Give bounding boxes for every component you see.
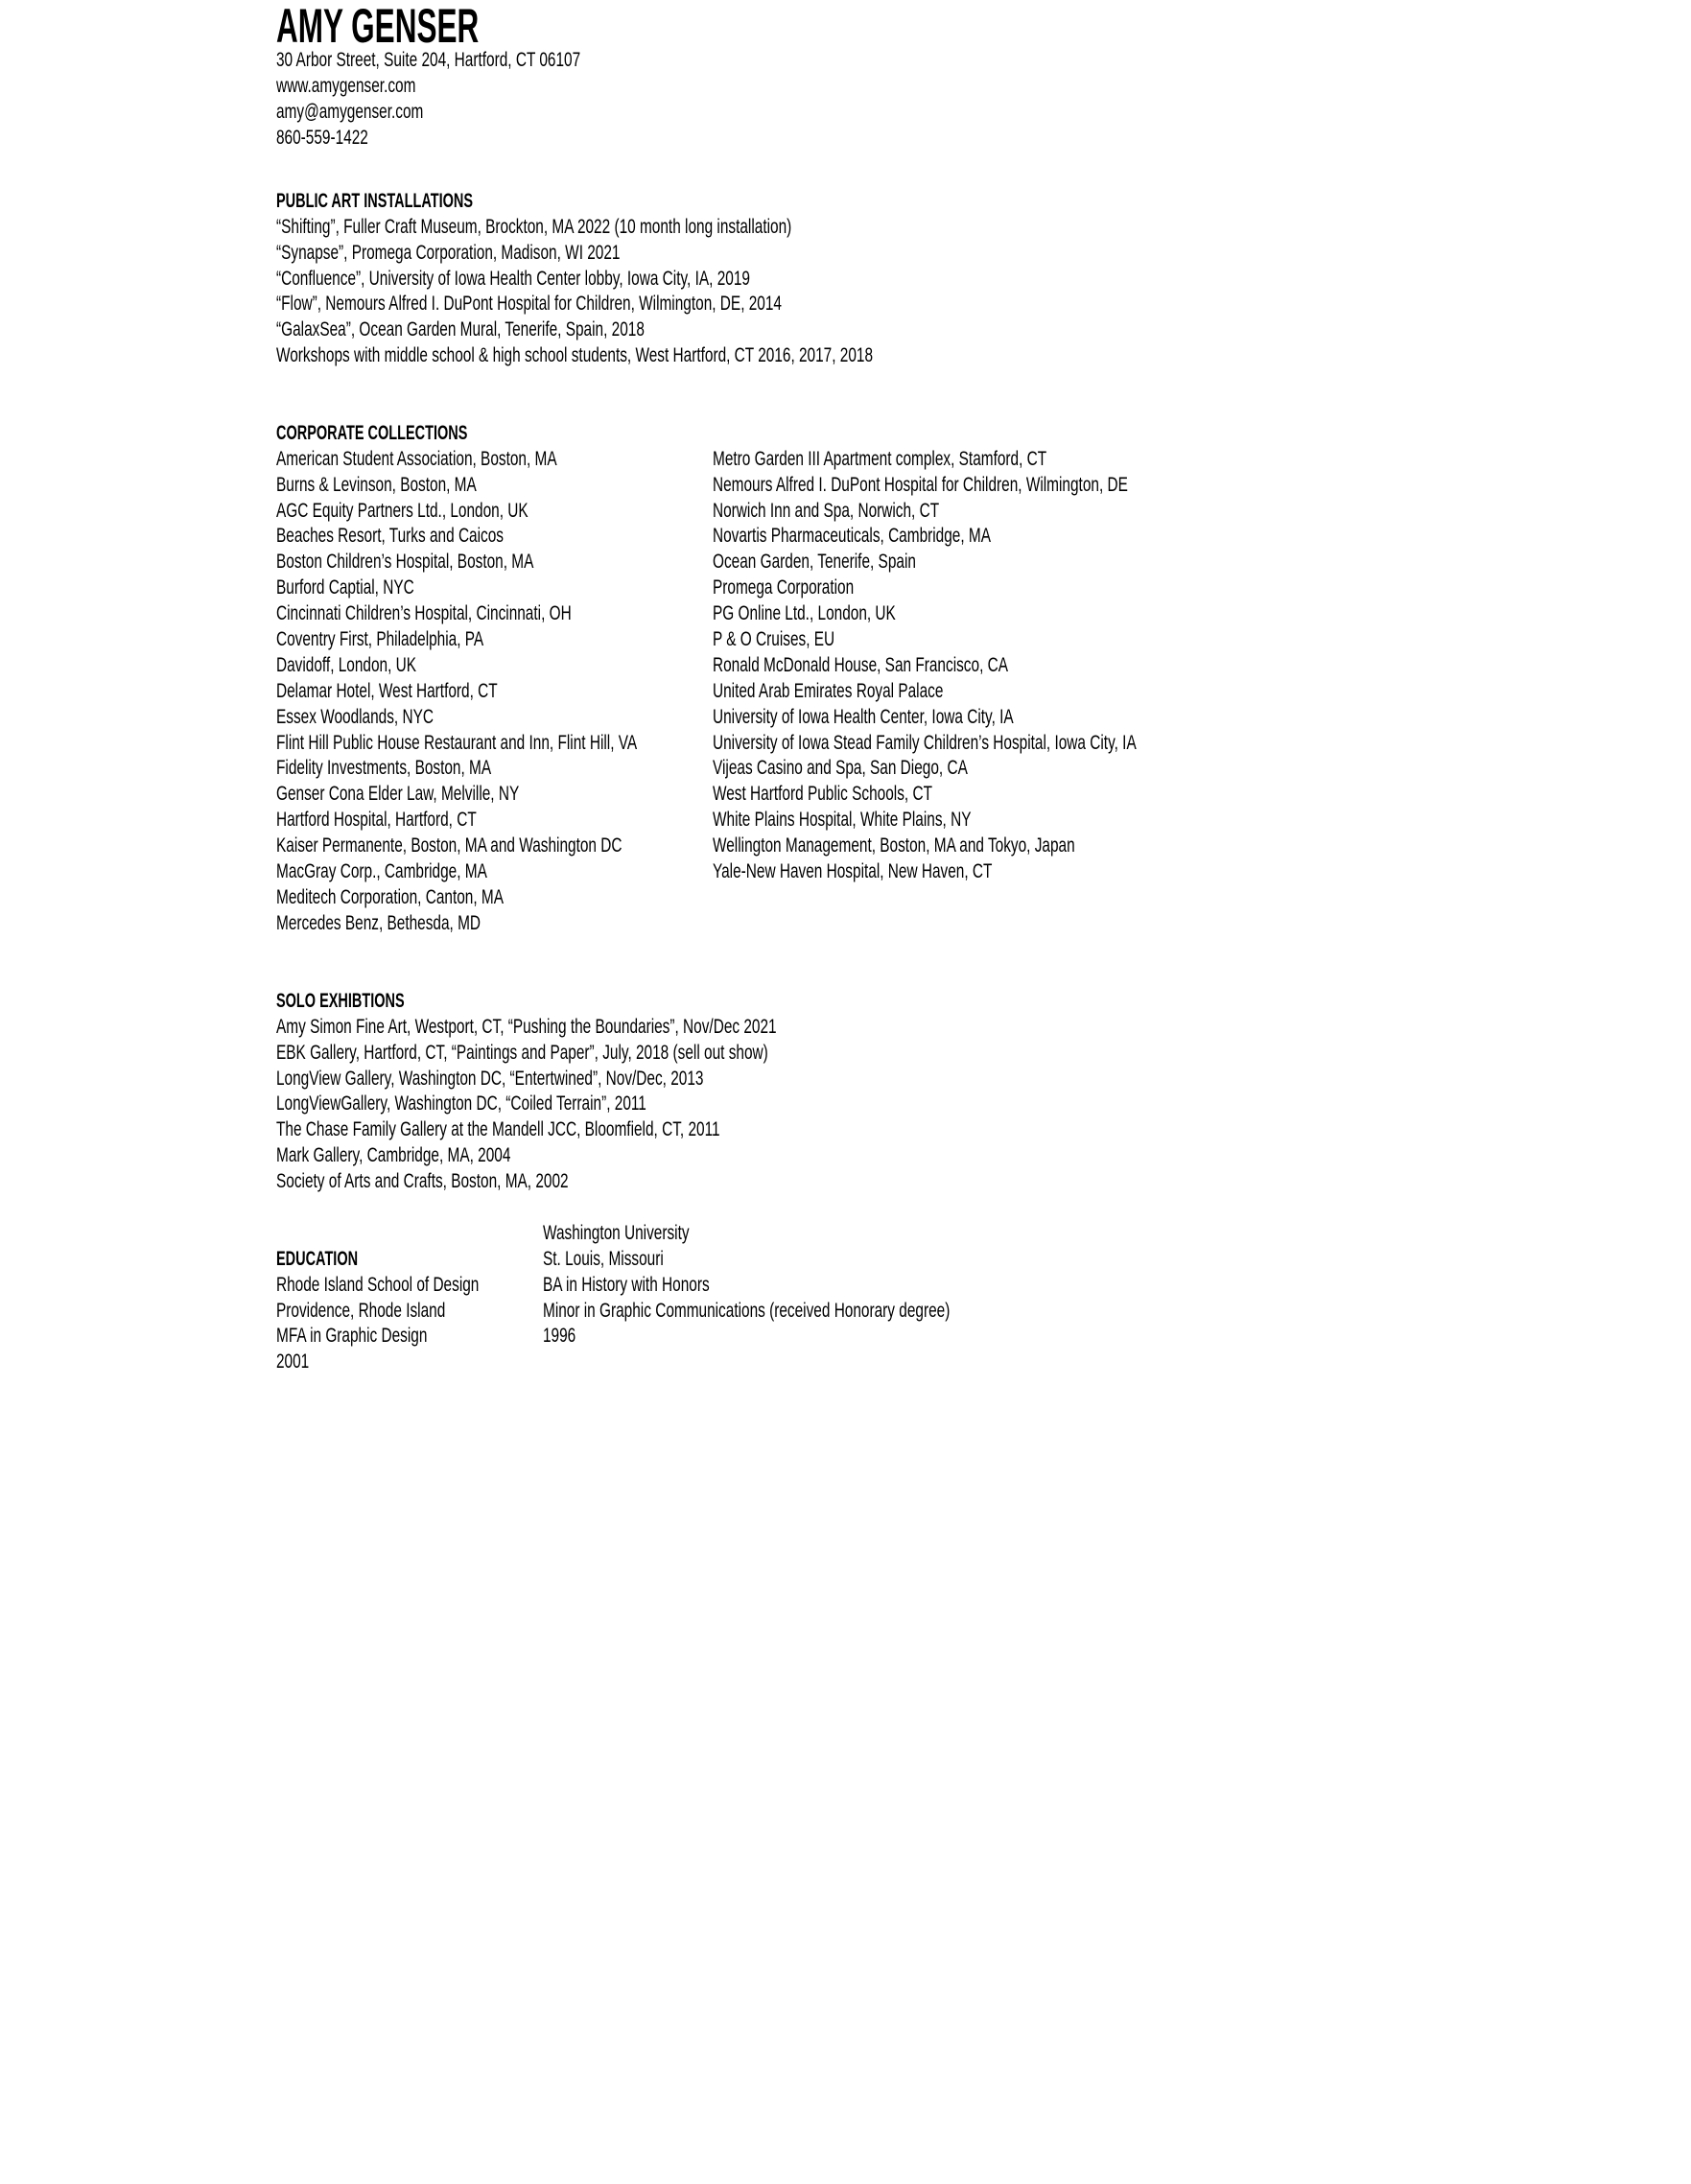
collection-item: Delamar Hotel, West Hartford, CT: [276, 679, 498, 702]
collection-item: United Arab Emirates Royal Palace: [713, 679, 944, 702]
collection-item: West Hartford Public Schools, CT: [713, 783, 932, 806]
collection-item: Burford Captial, NYC: [276, 576, 414, 599]
collection-item: Vijeas Casino and Spa, San Diego, CA: [713, 757, 968, 780]
installation-item: “Shifting”, Fuller Craft Museum, Brockton, MA 2022 (10 month long installation): [276, 215, 792, 238]
collection-item: University of Iowa Stead Family Children’s Hospital, Iowa City, IA: [713, 731, 1137, 754]
phone-number: 860-559-1422: [276, 127, 368, 150]
collections-column-2: [713, 447, 1576, 885]
collection-item: P & O Cruises, EU: [713, 628, 835, 651]
collection-item: Boston Children’s Hospital, Boston, MA: [276, 551, 534, 574]
installation-item: Workshops with middle school & high school students, West Hartford, CT 2016, 2017, 2018: [276, 344, 874, 367]
address: 30 Arbor Street, Suite 204, Hartford, CT 06107: [276, 48, 581, 71]
collection-item: Mercedes Benz, Bethesda, MD: [276, 911, 481, 934]
collection-item: Meditech Corporation, Canton, MA: [276, 885, 504, 908]
school-location: Providence, Rhode Island: [276, 1299, 446, 1322]
collection-item: MacGray Corp., Cambridge, MA: [276, 860, 487, 883]
school-name: Washington University: [543, 1221, 690, 1244]
artist-name: AMY GENSER: [276, 0, 480, 53]
collection-item: Promega Corporation: [713, 576, 855, 599]
collection-item: Cincinnati Children’s Hospital, Cincinnati, OH: [276, 602, 572, 625]
collection-item: AGC Equity Partners Ltd., London, UK: [276, 499, 528, 522]
collection-item: Ocean Garden, Tenerife, Spain: [713, 551, 916, 574]
exhibition-item: Mark Gallery, Cambridge, MA, 2004: [276, 1144, 511, 1167]
section-heading-education: EDUCATION: [276, 1247, 359, 1270]
contact-block: [276, 47, 1139, 152]
solo-exhibitions-section: [276, 989, 1139, 1195]
collection-item: Novartis Pharmaceuticals, Cambridge, MA: [713, 525, 992, 548]
email-link[interactable]: amy@amygenser.com: [276, 101, 424, 124]
exhibition-item: EBK Gallery, Hartford, CT, “Paintings and Paper”, July, 2018 (sell out show): [276, 1041, 768, 1064]
installation-item: “Confluence”, University of Iowa Health Center lobby, Iowa City, IA, 2019: [276, 267, 750, 290]
collection-item: Fidelity Investments, Boston, MA: [276, 757, 492, 780]
collection-item: Metro Garden III Apartment complex, Stamford, CT: [713, 447, 1047, 470]
collection-item: Wellington Management, Boston, MA and Tokyo, Japan: [713, 834, 1075, 857]
public-art-section: [276, 189, 1139, 369]
section-heading-solo-exhibitions: SOLO EXHIBTIONS: [276, 989, 405, 1012]
collection-item: Nemours Alfred I. DuPont Hospital for Children, Wilmington, DE: [713, 473, 1128, 496]
collection-item: Coventry First, Philadelphia, PA: [276, 628, 484, 651]
installation-item: “Flow”, Nemours Alfred I. DuPont Hospital for Children, Wilmington, DE, 2014: [276, 293, 782, 316]
section-heading-corporate-collections: CORPORATE COLLECTIONS: [276, 421, 468, 444]
school-location: St. Louis, Missouri: [543, 1247, 664, 1270]
exhibition-item: LongView Gallery, Washington DC, “Entertwined”, Nov/Dec, 2013: [276, 1067, 704, 1090]
exhibition-item: The Chase Family Gallery at the Mandell JCC, Bloomfield, CT, 2011: [276, 1118, 720, 1141]
collection-item: Hartford Hospital, Hartford, CT: [276, 809, 477, 832]
collection-item: University of Iowa Health Center, Iowa City, IA: [713, 705, 1014, 728]
collection-item: Flint Hill Public House Restaurant and Inn, Flint Hill, VA: [276, 731, 638, 754]
collection-item: Yale-New Haven Hospital, New Haven, CT: [713, 860, 993, 883]
collection-item: Norwich Inn and Spa, Norwich, CT: [713, 499, 940, 522]
exhibition-item: LongViewGallery, Washington DC, “Coiled Terrain”, 2011: [276, 1092, 646, 1115]
graduation-year: 2001: [276, 1350, 310, 1374]
collection-item: PG Online Ltd., London, UK: [713, 602, 896, 625]
collection-item: American Student Association, Boston, MA: [276, 447, 557, 470]
section-heading-public-art: PUBLIC ART INSTALLATIONS: [276, 189, 473, 212]
collection-item: Davidoff, London, UK: [276, 653, 417, 676]
exhibition-item: Society of Arts and Crafts, Boston, MA, 2002: [276, 1170, 569, 1193]
collection-item: Genser Cona Elder Law, Melville, NY: [276, 783, 520, 806]
website-link[interactable]: www.amygenser.com: [276, 74, 416, 97]
collection-item: Beaches Resort, Turks and Caicos: [276, 525, 504, 548]
education-column-2: [543, 1221, 1406, 1350]
corporate-collections-header: [276, 421, 1139, 447]
degree: MFA in Graphic Design: [276, 1325, 428, 1348]
installation-item: “Synapse”, Promega Corporation, Madison, WI 2021: [276, 241, 621, 264]
collection-item: Ronald McDonald House, San Francisco, CA: [713, 653, 1009, 676]
collection-item: White Plains Hospital, White Plains, NY: [713, 809, 972, 832]
minor: Minor in Graphic Communications (received Honorary degree): [543, 1299, 951, 1322]
collection-item: Essex Woodlands, NYC: [276, 705, 434, 728]
installation-item: “GalaxSea”, Ocean Garden Mural, Tenerife, Spain, 2018: [276, 318, 645, 341]
school-name: Rhode Island School of Design: [276, 1273, 480, 1296]
exhibition-item: Amy Simon Fine Art, Westport, CT, “Pushing the Boundaries”, Nov/Dec 2021: [276, 1015, 777, 1038]
collection-item: Burns & Levinson, Boston, MA: [276, 473, 477, 496]
collection-item: Kaiser Permanente, Boston, MA and Washington DC: [276, 834, 622, 857]
degree: BA in History with Honors: [543, 1273, 710, 1296]
graduation-year: 1996: [543, 1325, 576, 1348]
